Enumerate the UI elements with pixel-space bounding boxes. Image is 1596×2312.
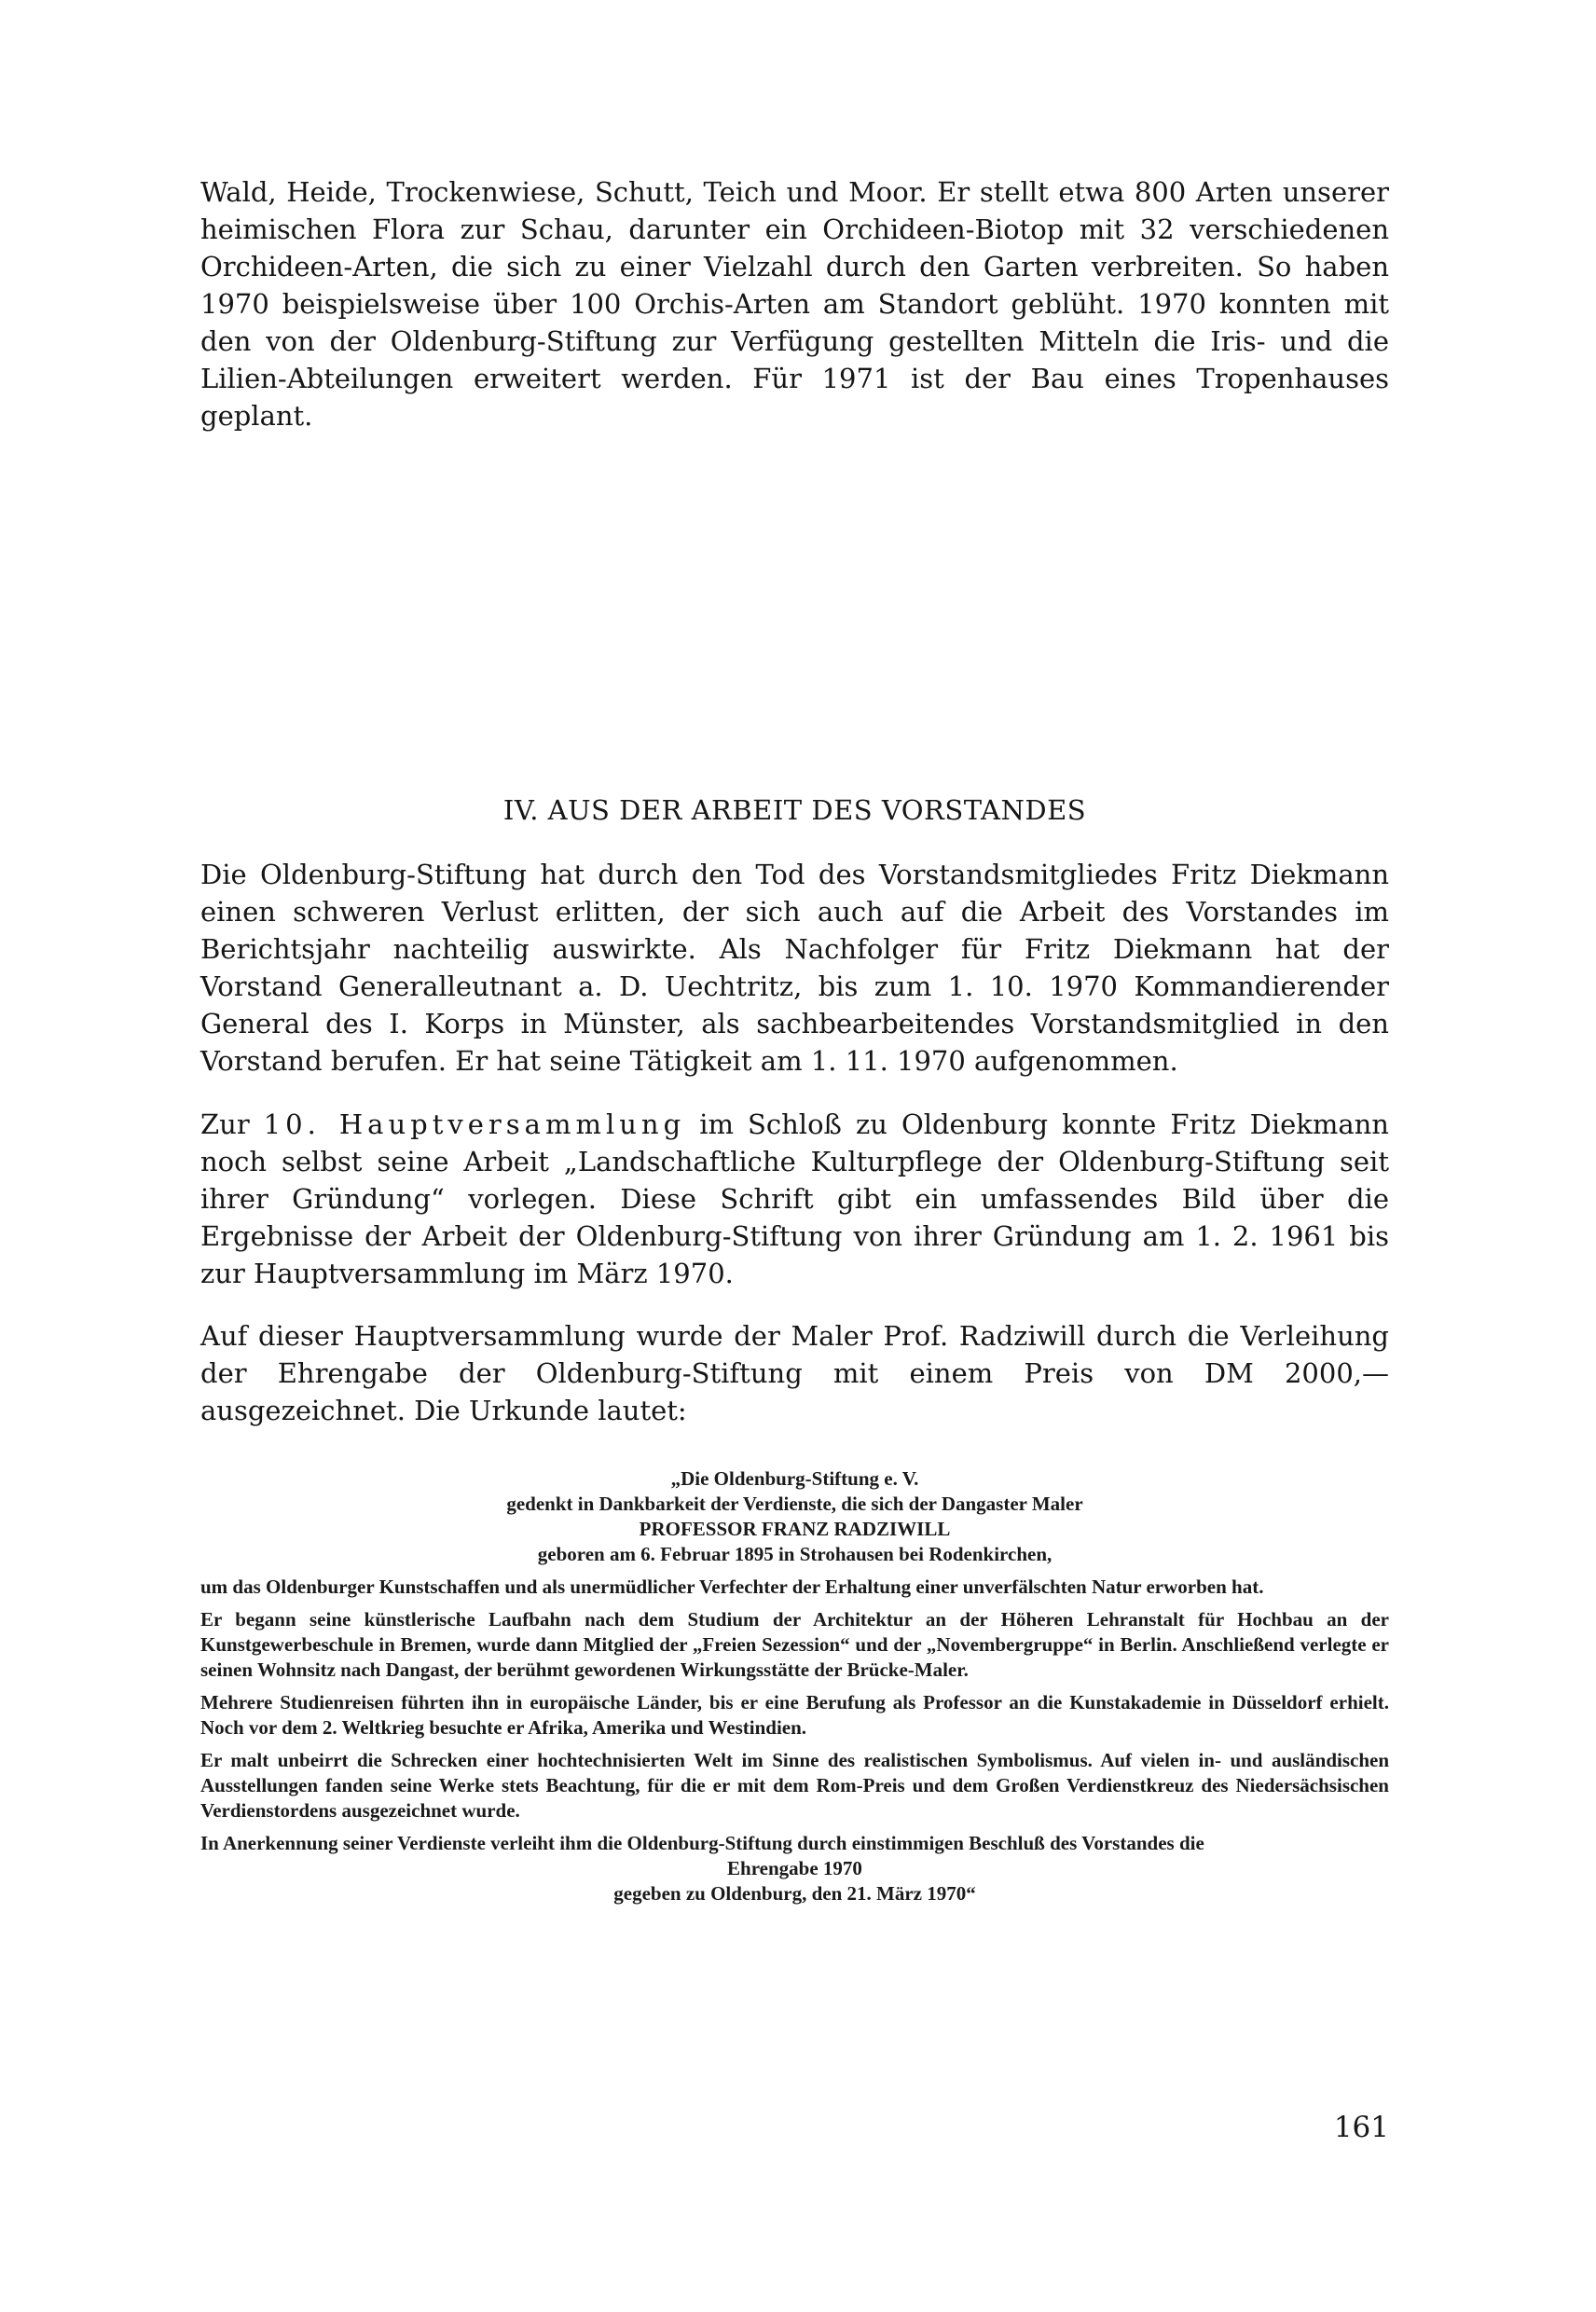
text-run: Zur — [200, 1108, 264, 1140]
certificate-paragraph: Mehrere Studienreisen führten ihn in europäische Länder, bis er eine Berufung als Professor an die Kunstakademie in Düsseldorf erhielt. Noch vor dem 2. Weltkrieg besuchte er Afrika, Amerika und Westindien. — [200, 1691, 1389, 1739]
certificate-date: gegeben zu Oldenburg, den 21. März 1970“ — [613, 1882, 976, 1905]
certificate-text — [200, 1466, 1389, 1906]
certificate-paragraph: Er malt unbeirrt die Schrecken einer hochtechnisierten Welt im Sinne des realistischen Symbolismus. Auf vielen in- und ausländischen Ausstellungen fanden seine Werke stets Beachtung, für die er mit dem Rom-Preis und dem Großen Verdienstkreuz des Niedersächsischen Verdienstordens ausgezeichnet wurde. — [200, 1749, 1389, 1822]
certificate-line: gedenkt in Dankbarkeit der Verdienste, die sich der Dangaster Maler — [506, 1493, 1083, 1515]
paragraph-botanical-garden: Wald, Heide, Trockenwiese, Schutt, Teich und Moor. Er stellt etwa 800 Arten unserer heimischen Flora zur Schau, darunter ein Orchideen-Biotop mit 32 verschiedenen Orchideen-Arten, die sich zu einer Vielzahl durch den Garten verbreiten. So haben 1970 beispielsweise über 100 Orchis-Arten am Standort geblüht. 1970 konnten mit den von der Oldenburg-Stiftung zur Verfügung gestellten Mitteln die Iris- und die Lilien-Abteilungen erweitert werden. Für 1971 ist der Bau eines Tropenhauses geplant. — [200, 176, 1389, 432]
text-run: im Schloß zu Oldenburg konnte Fritz Diekmann noch selbst seine Arbeit „Landschaftliche Kulturpflege der Oldenburg-Stiftung seit ihrer Gründung“ vorlegen. Diese Schrift gibt ein umfassendes Bild über die Ergebnisse der Arbeit der Oldenburg-Stiftung von ihrer Gründung am 1. 2. 1961 bis zur Hauptversammlung im März 1970. — [200, 1108, 1389, 1289]
paragraph-board-member-death: Die Oldenburg-Stiftung hat durch den Tod des Vorstandsmitgliedes Fritz Diekmann einen schweren Verlust erlitten, der sich auch auf die Arbeit des Vorstandes im Berichtsjahr nachteilig auswirkte. Als Nachfolger für Fritz Diekmann hat der Vorstand Generalleutnant a. D. Uechtritz, bis zum 1. 10. 1970 Kommandierender General des I. Korps in Münster, als sachbearbeitendes Vorstandsmitglied in den Vorstand berufen. Er hat seine Tätigkeit am 1. 11. 1970 aufgenommen. — [200, 859, 1389, 1077]
certificate-paragraph: In Anerkennung seiner Verdienste verleiht ihm die Oldenburg-Stiftung durch einstimmigen Beschluß des Vorstandes die — [200, 1832, 1204, 1854]
paragraph-general-assembly — [200, 1106, 1389, 1292]
certificate-line: geboren am 6. Februar 1895 in Strohausen bei Rodenkirchen, — [537, 1543, 1053, 1565]
certificate-paragraph: Er begann seine künstlerische Laufbahn nach dem Studium der Architektur an der Höheren Lehranstalt für Hochbau an der Kunstgewerbeschule in Bremen, wurde dann Mitglied der „Freien Sezession“ und der „Novembergruppe“ in Berlin. Anschließend verlegte er seinen Wohnsitz nach Dangast, der berühmt gewordenen Wirkungsstätte der Brücke-Maler. — [200, 1608, 1389, 1681]
certificate-line: „Die Oldenburg-Stiftung e. V. — [670, 1467, 919, 1490]
page-number: 161 — [1333, 2111, 1389, 2144]
certificate-name: PROFESSOR FRANZ RADZIWILL — [639, 1518, 951, 1540]
certificate-paragraph: um das Oldenburger Kunstschaffen und als unermüdlicher Verfechter der Erhaltung einer unverfälschten Natur erworben hat. — [200, 1576, 1264, 1598]
certificate-award-title: Ehrengabe 1970 — [727, 1857, 862, 1879]
spaced-emphasis: 10. Hauptversammlung — [263, 1108, 686, 1140]
section-heading: IV. AUS DER ARBEIT DES VORSTANDES — [502, 794, 1087, 826]
paragraph-award: Auf dieser Hauptversammlung wurde der Maler Prof. Radziwill durch die Verleihung der Ehrengabe der Oldenburg-Stiftung mit einem Preis von DM 2000,— ausgezeichnet. Die Urkunde lautet: — [200, 1320, 1389, 1426]
